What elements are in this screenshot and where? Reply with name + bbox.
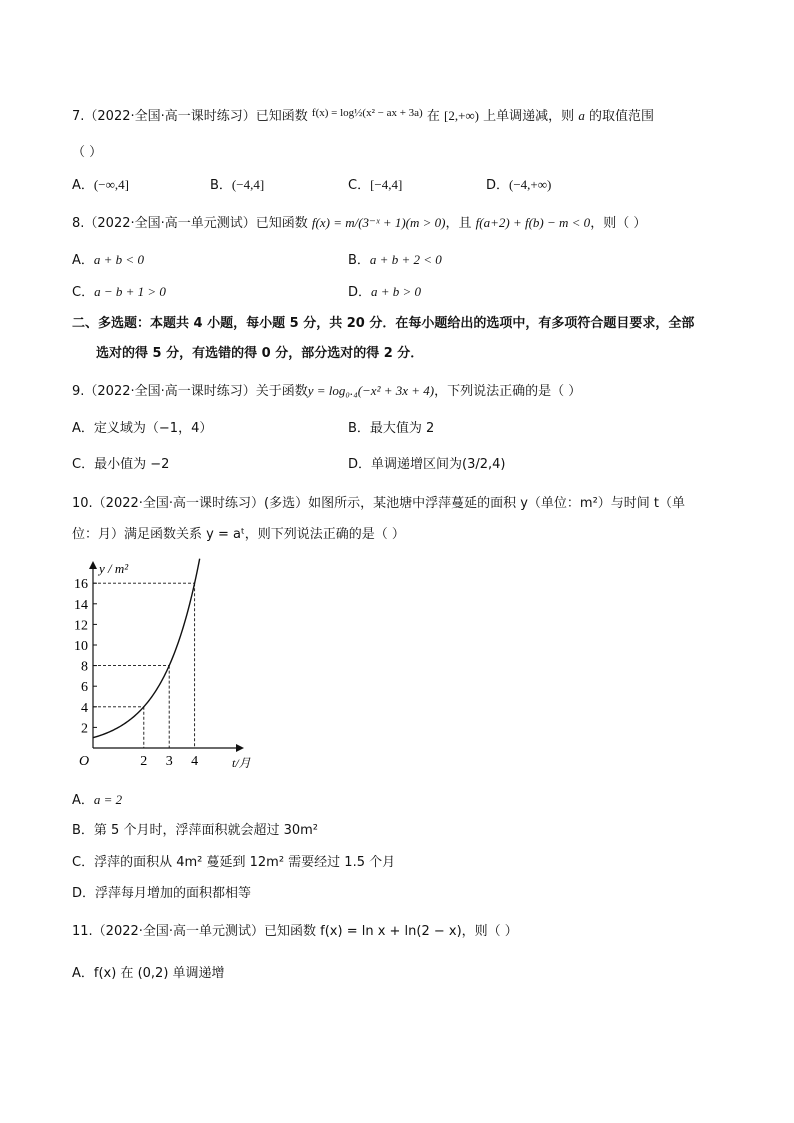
option-label: B． xyxy=(210,178,232,193)
y-tick-label: 12 xyxy=(74,618,88,634)
y-tick-label: 6 xyxy=(81,680,88,696)
q9-stem xyxy=(72,381,581,402)
option-label: B． xyxy=(348,421,370,436)
option-text: a = 2 xyxy=(93,792,123,807)
q7-interval: [2,+∞) xyxy=(444,108,480,123)
q7-stem xyxy=(72,106,654,127)
option-text: 单调递增区间为(3/2,4) xyxy=(371,457,506,472)
q10-graph xyxy=(60,555,260,770)
q7-option-c[interactable] xyxy=(348,175,402,196)
section-2-heading: 二、多选题：本题共 4 小题，每小题 5 分，共 20 分．在每小题给出的选项中，有多项符合题目要求，全部 xyxy=(72,316,695,331)
q8-stem-b: ，且 xyxy=(445,216,472,231)
option-label: C． xyxy=(72,855,95,870)
option-label: C． xyxy=(72,457,95,472)
y-tick-label: 14 xyxy=(74,597,88,613)
q8-option-a[interactable] xyxy=(72,250,144,271)
q10-stem-cont: 位：月）满足函数关系 y = aᵗ，则下列说法正确的是（ ） xyxy=(72,527,405,542)
q10-option-b[interactable] xyxy=(72,821,318,841)
q8-condition: f(a+2) + f(b) − m < 0 xyxy=(475,215,591,230)
option-text: a + b < 0 xyxy=(93,252,144,267)
x-ticks xyxy=(140,754,198,769)
option-text: (−4,4] xyxy=(231,177,265,192)
q7-var: a xyxy=(578,108,585,123)
option-text: a + b + 2 < 0 xyxy=(369,252,442,267)
q7-stem-b: 在 xyxy=(426,109,440,124)
option-text: 浮萍的面积从 4m² 蔓延到 12m² 需要经过 1.5 个月 xyxy=(94,855,396,870)
y-tick-label: 4 xyxy=(81,700,88,716)
q7-option-b[interactable] xyxy=(210,175,264,196)
q9-option-a[interactable] xyxy=(72,419,212,439)
option-label: D． xyxy=(348,285,372,300)
option-label: C． xyxy=(72,285,95,300)
option-label: A． xyxy=(72,253,94,268)
y-tick-label: 10 xyxy=(74,639,88,654)
option-label: D． xyxy=(72,886,96,901)
x-tick-label: 2 xyxy=(140,754,148,769)
option-text: 浮萍每月增加的面积都相等 xyxy=(95,886,252,901)
option-text: a − b + 1 > 0 xyxy=(94,284,166,299)
q8-option-d[interactable] xyxy=(348,282,421,303)
option-label: D． xyxy=(486,178,510,193)
q7-formula: f(x) = log½(x² − ax + 3a) xyxy=(311,107,423,119)
q7-stem-d: 的取值范围 xyxy=(588,109,654,124)
q9-option-c[interactable] xyxy=(72,455,169,475)
option-label: A． xyxy=(72,421,94,436)
option-label: A． xyxy=(72,793,94,808)
q11-stem: 11.（2022·全国·高一单元测试）已知函数 f(x) = ln x + ln(2 − x)，则（ ） xyxy=(72,924,518,939)
q10-option-d[interactable] xyxy=(72,884,251,904)
q7-paren: （ ） xyxy=(72,145,103,160)
option-label: B． xyxy=(72,823,94,838)
option-text: 最小值为 −2 xyxy=(94,457,170,472)
option-text: 定义域为（−1，4） xyxy=(93,421,213,436)
q8-stem-a: 8.（2022·全国·高一单元测试）已知函数 xyxy=(72,216,308,231)
q7-option-d[interactable] xyxy=(486,175,551,196)
option-text: (−∞,4] xyxy=(93,177,129,192)
q10-stem: 10.（2022·全国·高一课时练习）(多选）如图所示，某池塘中浮萍蔓延的面积 y（单位：m²）与时间 t（单 xyxy=(72,496,686,511)
x-tick-label: 3 xyxy=(165,754,173,769)
q7-option-a[interactable] xyxy=(72,175,129,196)
exponential-curve xyxy=(93,559,200,738)
x-tick-label: 4 xyxy=(191,754,199,769)
q7-stem-a: 7.（2022·全国·高一课时练习）已知函数 xyxy=(72,109,308,124)
q8-stem-c: ，则（ ） xyxy=(590,216,647,231)
origin-label: O xyxy=(79,754,90,769)
option-text: 最大值为 2 xyxy=(369,421,435,436)
q9-option-b[interactable] xyxy=(348,419,434,439)
option-label: C． xyxy=(348,178,371,193)
q9-formula: y = log₀.₄(−x² + 3x + 4) xyxy=(307,383,435,398)
q9-option-d[interactable] xyxy=(348,455,506,475)
guide-lines xyxy=(93,583,195,748)
option-text: 第 5 个月时，浮萍面积就会超过 30m² xyxy=(93,823,319,838)
q10-option-c[interactable] xyxy=(72,853,395,873)
q10-option-a[interactable] xyxy=(72,790,122,811)
q8-stem xyxy=(72,213,646,234)
x-axis-label: t/月 xyxy=(232,756,251,770)
y-tick-label: 16 xyxy=(74,577,88,593)
q8-option-b[interactable] xyxy=(348,250,442,271)
q8-formula: f(x) = m/(3⁻ˣ + 1)(m > 0) xyxy=(311,215,446,230)
q11-option-a[interactable] xyxy=(72,964,225,984)
y-tick-label: 8 xyxy=(81,659,88,675)
option-label: A． xyxy=(72,966,94,981)
q7-stem-c: 上单调递减，则 xyxy=(483,109,575,124)
option-label: D． xyxy=(348,457,372,472)
y-tick-label: 2 xyxy=(81,721,88,737)
option-label: A． xyxy=(72,178,94,193)
section-2-heading-cont: 选对的得 5 分，有选错的得 0 分，部分选对的得 2 分． xyxy=(96,346,424,361)
option-text: (−4,+∞) xyxy=(509,177,552,192)
q8-option-c[interactable] xyxy=(72,282,166,303)
q9-stem-a: 9.（2022·全国·高一课时练习）关于函数 xyxy=(72,384,308,399)
option-text: [−4,4] xyxy=(370,177,403,192)
option-text: a + b > 0 xyxy=(371,284,422,299)
option-text: f(x) 在 (0,2) 单调递增 xyxy=(93,966,225,981)
q9-stem-b: ，下列说法正确的是（ ） xyxy=(434,384,582,399)
option-label: B． xyxy=(348,253,370,268)
y-axis-label: y / m² xyxy=(99,561,129,576)
